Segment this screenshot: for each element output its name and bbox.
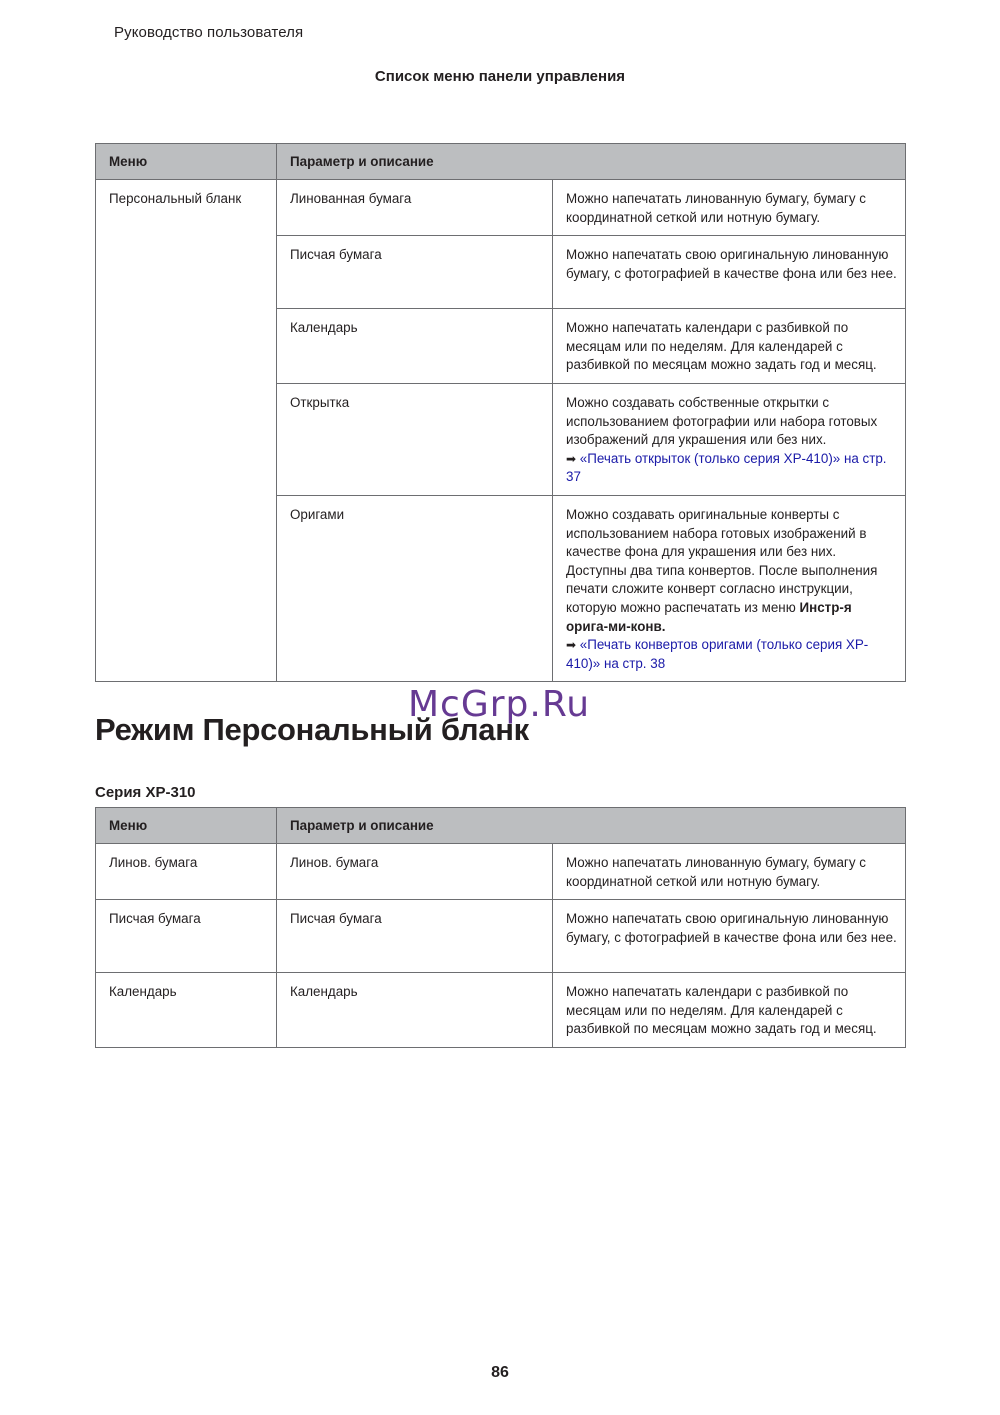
parameter-cell: Календарь	[277, 973, 553, 1048]
description-cell: Можно напечатать свою оригинальную линованную бумагу, с фотографией в качестве фона или без нее.	[553, 236, 906, 309]
column-header-menu: Меню	[96, 808, 277, 844]
description-cell: Можно напечатать календари с разбивкой по месяцам или по неделям. Для календарей с разбивкой по месяцам можно задать год и месяц.	[553, 973, 906, 1048]
menu-cell: Писчая бумага	[96, 900, 277, 973]
column-header-parameter: Параметр и описание	[277, 144, 906, 180]
table-header-row	[96, 144, 906, 180]
column-header-parameter: Параметр и описание	[277, 808, 906, 844]
menu-cell: Персональный бланк	[96, 180, 277, 682]
cross-reference	[566, 450, 897, 487]
section-title: Список меню панели управления	[374, 68, 626, 85]
menu-table-personal-form	[95, 143, 906, 682]
menu-table-xp310	[95, 807, 906, 1048]
parameter-cell: Линов. бумага	[277, 844, 553, 900]
description-cell: Можно напечатать календари с разбивкой по месяцам или по неделям. Для календарей с разбивкой по месяцам можно задать год и месяц.	[553, 309, 906, 384]
page-heading: Режим Персональный бланк	[95, 712, 529, 747]
table-row	[96, 180, 906, 236]
description-cell: Можно напечатать линованную бумагу, бумагу с координатной сеткой или нотную бумагу.	[553, 844, 906, 900]
description-text: Можно создавать собственные открытки с использованием фотографии или набора готовых изображений для украшения или без них.	[566, 394, 878, 448]
page-number: 86	[491, 1364, 509, 1381]
parameter-cell: Писчая бумага	[277, 236, 553, 309]
parameter-cell: Открытка	[277, 383, 553, 495]
cross-reference-link[interactable]: «Печать конвертов оригами (только серия XP-410)» на стр. 38	[566, 637, 869, 671]
arrow-right-icon: ➡	[566, 451, 577, 466]
table-row	[96, 900, 906, 973]
column-header-menu: Меню	[96, 144, 277, 180]
description-text	[566, 506, 897, 636]
arrow-right-icon: ➡	[566, 638, 577, 653]
parameter-cell: Писчая бумага	[277, 900, 553, 973]
table-row	[96, 844, 906, 900]
description-cell	[553, 383, 906, 495]
series-label: Серия XP-310	[95, 784, 196, 801]
cross-reference-link[interactable]: «Печать открыток (только серия XP-410)» на стр. 37	[566, 450, 887, 485]
table-row	[96, 973, 906, 1048]
parameter-cell: Оригами	[277, 495, 553, 681]
watermark: McGrp.Ru	[408, 684, 591, 725]
running-head: Руководство пользователя	[114, 24, 304, 41]
menu-cell: Календарь	[96, 973, 277, 1048]
parameter-cell: Календарь	[277, 309, 553, 384]
menu-cell: Линов. бумага	[96, 844, 277, 900]
description-cell: Можно напечатать свою оригинальную линованную бумагу, с фотографией в качестве фона или без нее.	[553, 900, 906, 973]
description-main: Можно создавать оригинальные конверты с использованием набора готовых изображений в качестве фона для украшения или без них. Доступны два типа конвертов. После выполнения печати сложите конверт согласно инструкции, которую можно распечатать из меню	[566, 506, 878, 615]
table-header-row	[96, 808, 906, 844]
description-cell: Можно напечатать линованную бумагу, бумагу с координатной сеткой или нотную бумагу.	[553, 180, 906, 236]
description-cell	[553, 495, 906, 681]
parameter-cell: Линованная бумага	[277, 180, 553, 236]
menu-path-bold: Инстр-я орига-ми-конв.	[566, 599, 852, 634]
cross-reference	[566, 636, 897, 673]
